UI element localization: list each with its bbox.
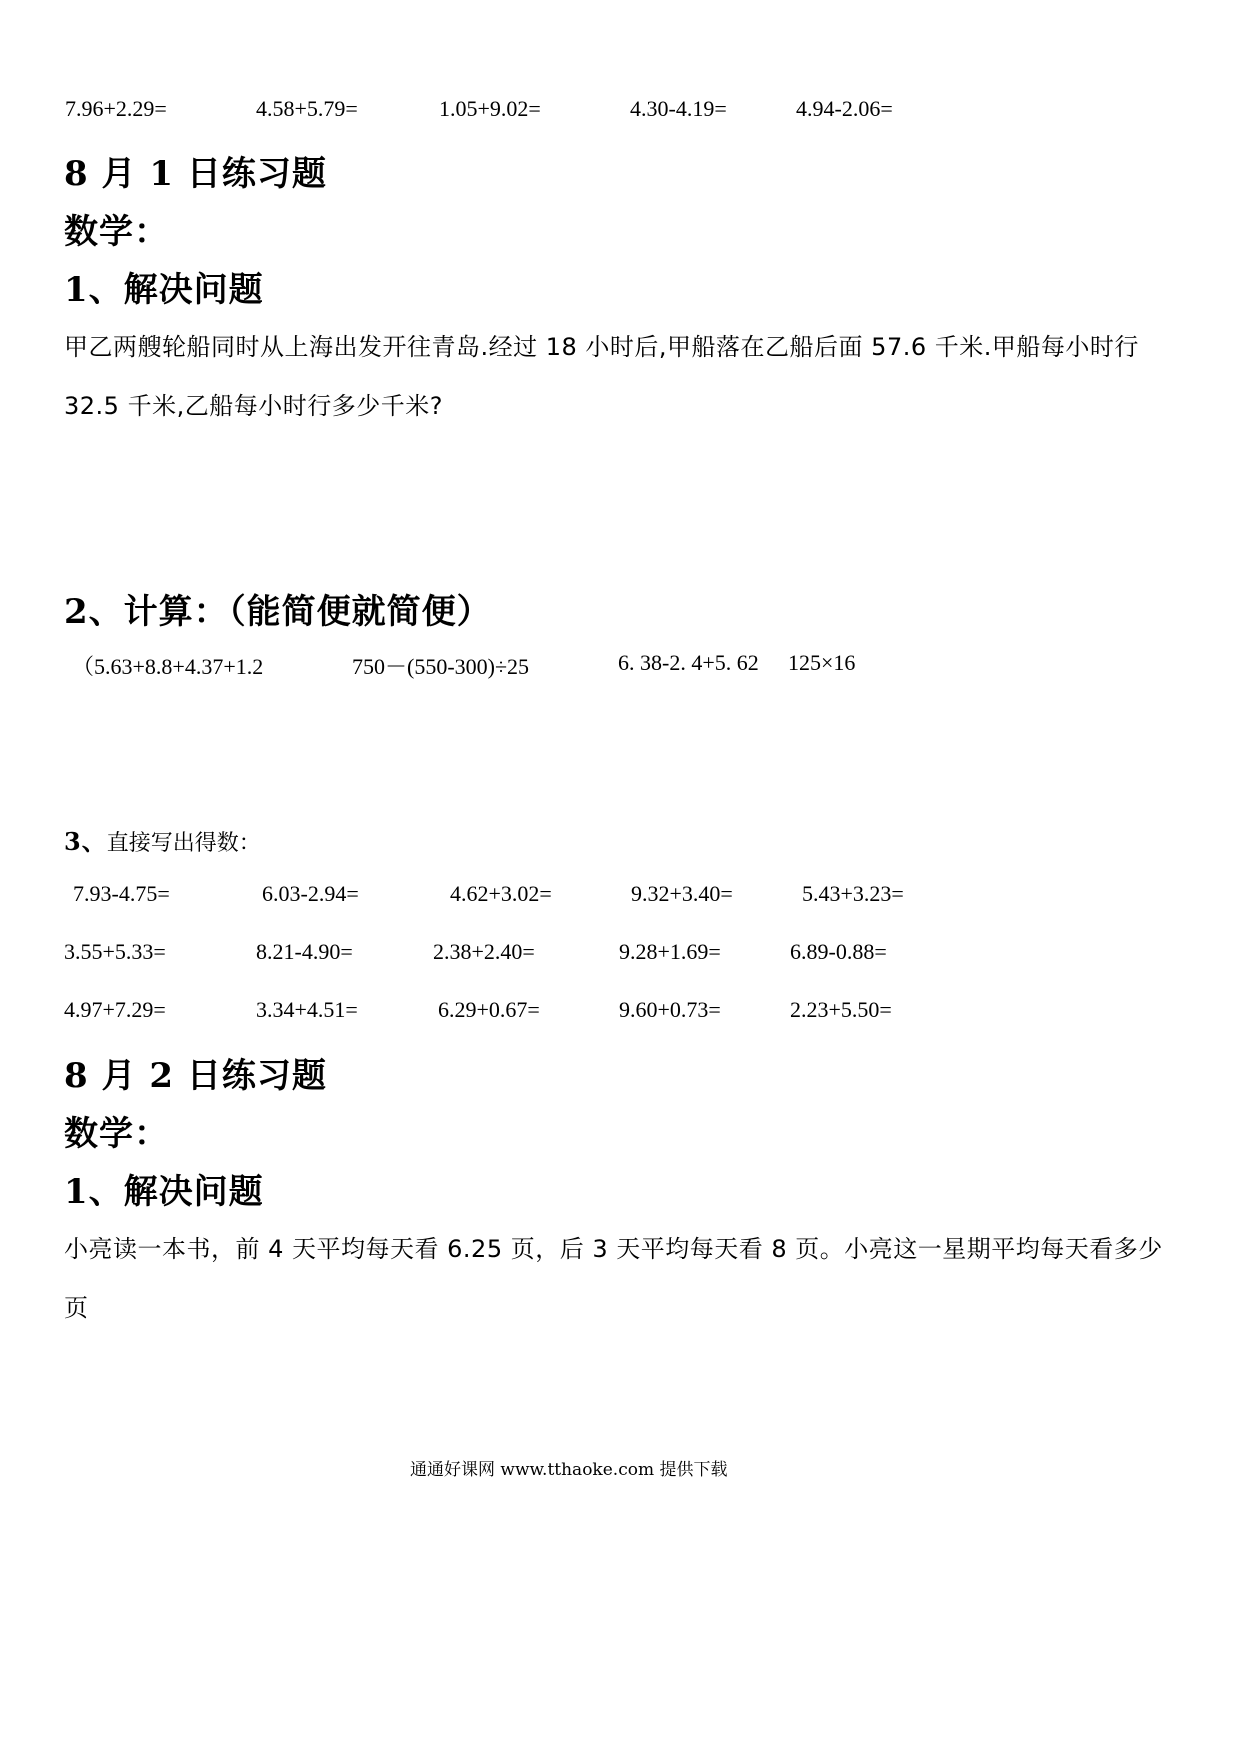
expression: 6.03-2.94= [262, 881, 359, 906]
expression: 6. 38-2. 4+5. 62 [618, 650, 759, 675]
expression: 750－(550-300)÷25 [352, 654, 530, 679]
expression: 4.62+3.02= [450, 881, 552, 906]
day1-q1-line2: 32.5 千米,乙船每小时行多少千米? [64, 392, 443, 420]
day1-subject: 数学： [64, 212, 169, 252]
footer-source-note: 通通好课网 www.tthaoke.com 提供下载 [410, 1460, 728, 1480]
day1-q3-number: 3、 [64, 827, 107, 856]
expression: 7.96+2.29= [65, 96, 167, 121]
day1-q2-heading: 2、计算：（能简便就简便） [64, 592, 492, 632]
expression: 6.89-0.88= [790, 939, 887, 964]
expression: 9.32+3.40= [631, 881, 733, 906]
day1-q3-label: 直接写出得数： [106, 831, 261, 856]
expression: 4.58+5.79= [256, 96, 358, 121]
expression: 2.23+5.50= [790, 997, 892, 1022]
day2-subject: 数学： [64, 1114, 169, 1154]
expression: （5.63+8.8+4.37+1.2 [72, 654, 264, 679]
day2-title: 8 月 2 日练习题 [64, 1056, 327, 1096]
expression: 3.34+4.51= [256, 997, 358, 1022]
expression: 125×16 [788, 650, 856, 675]
expression: 9.60+0.73= [619, 997, 721, 1022]
expression: 8.21-4.90= [256, 939, 353, 964]
expression: 5.43+3.23= [802, 881, 904, 906]
expression: 4.94-2.06= [796, 96, 893, 121]
expression: 4.97+7.29= [64, 997, 166, 1022]
day1-q1-line1: 甲乙两艘轮船同时从上海出发开往青岛.经过 18 小时后,甲船落在乙船后面 57.6 千米.甲船每小时行 [64, 333, 1139, 361]
expression: 2.38+2.40= [433, 939, 535, 964]
day2-q1-line2: 页 [64, 1294, 89, 1322]
expression: 9.28+1.69= [619, 939, 721, 964]
expression: 1.05+9.02= [439, 96, 541, 121]
day1-title: 8 月 1 日练习题 [64, 154, 327, 194]
expression: 6.29+0.67= [438, 997, 540, 1022]
expression: 3.55+5.33= [64, 939, 166, 964]
day2-q1-heading: 1、解决问题 [64, 1172, 264, 1212]
day1-q3-heading [64, 822, 261, 857]
expression: 4.30-4.19= [630, 96, 727, 121]
expression: 7.93-4.75= [73, 881, 170, 906]
day1-q1-heading: 1、解决问题 [64, 270, 264, 310]
day2-q1-line1: 小亮读一本书，前 4 天平均每天看 6.25 页，后 3 天平均每天看 8 页。小亮这一星期平均每天看多少 [64, 1235, 1163, 1263]
